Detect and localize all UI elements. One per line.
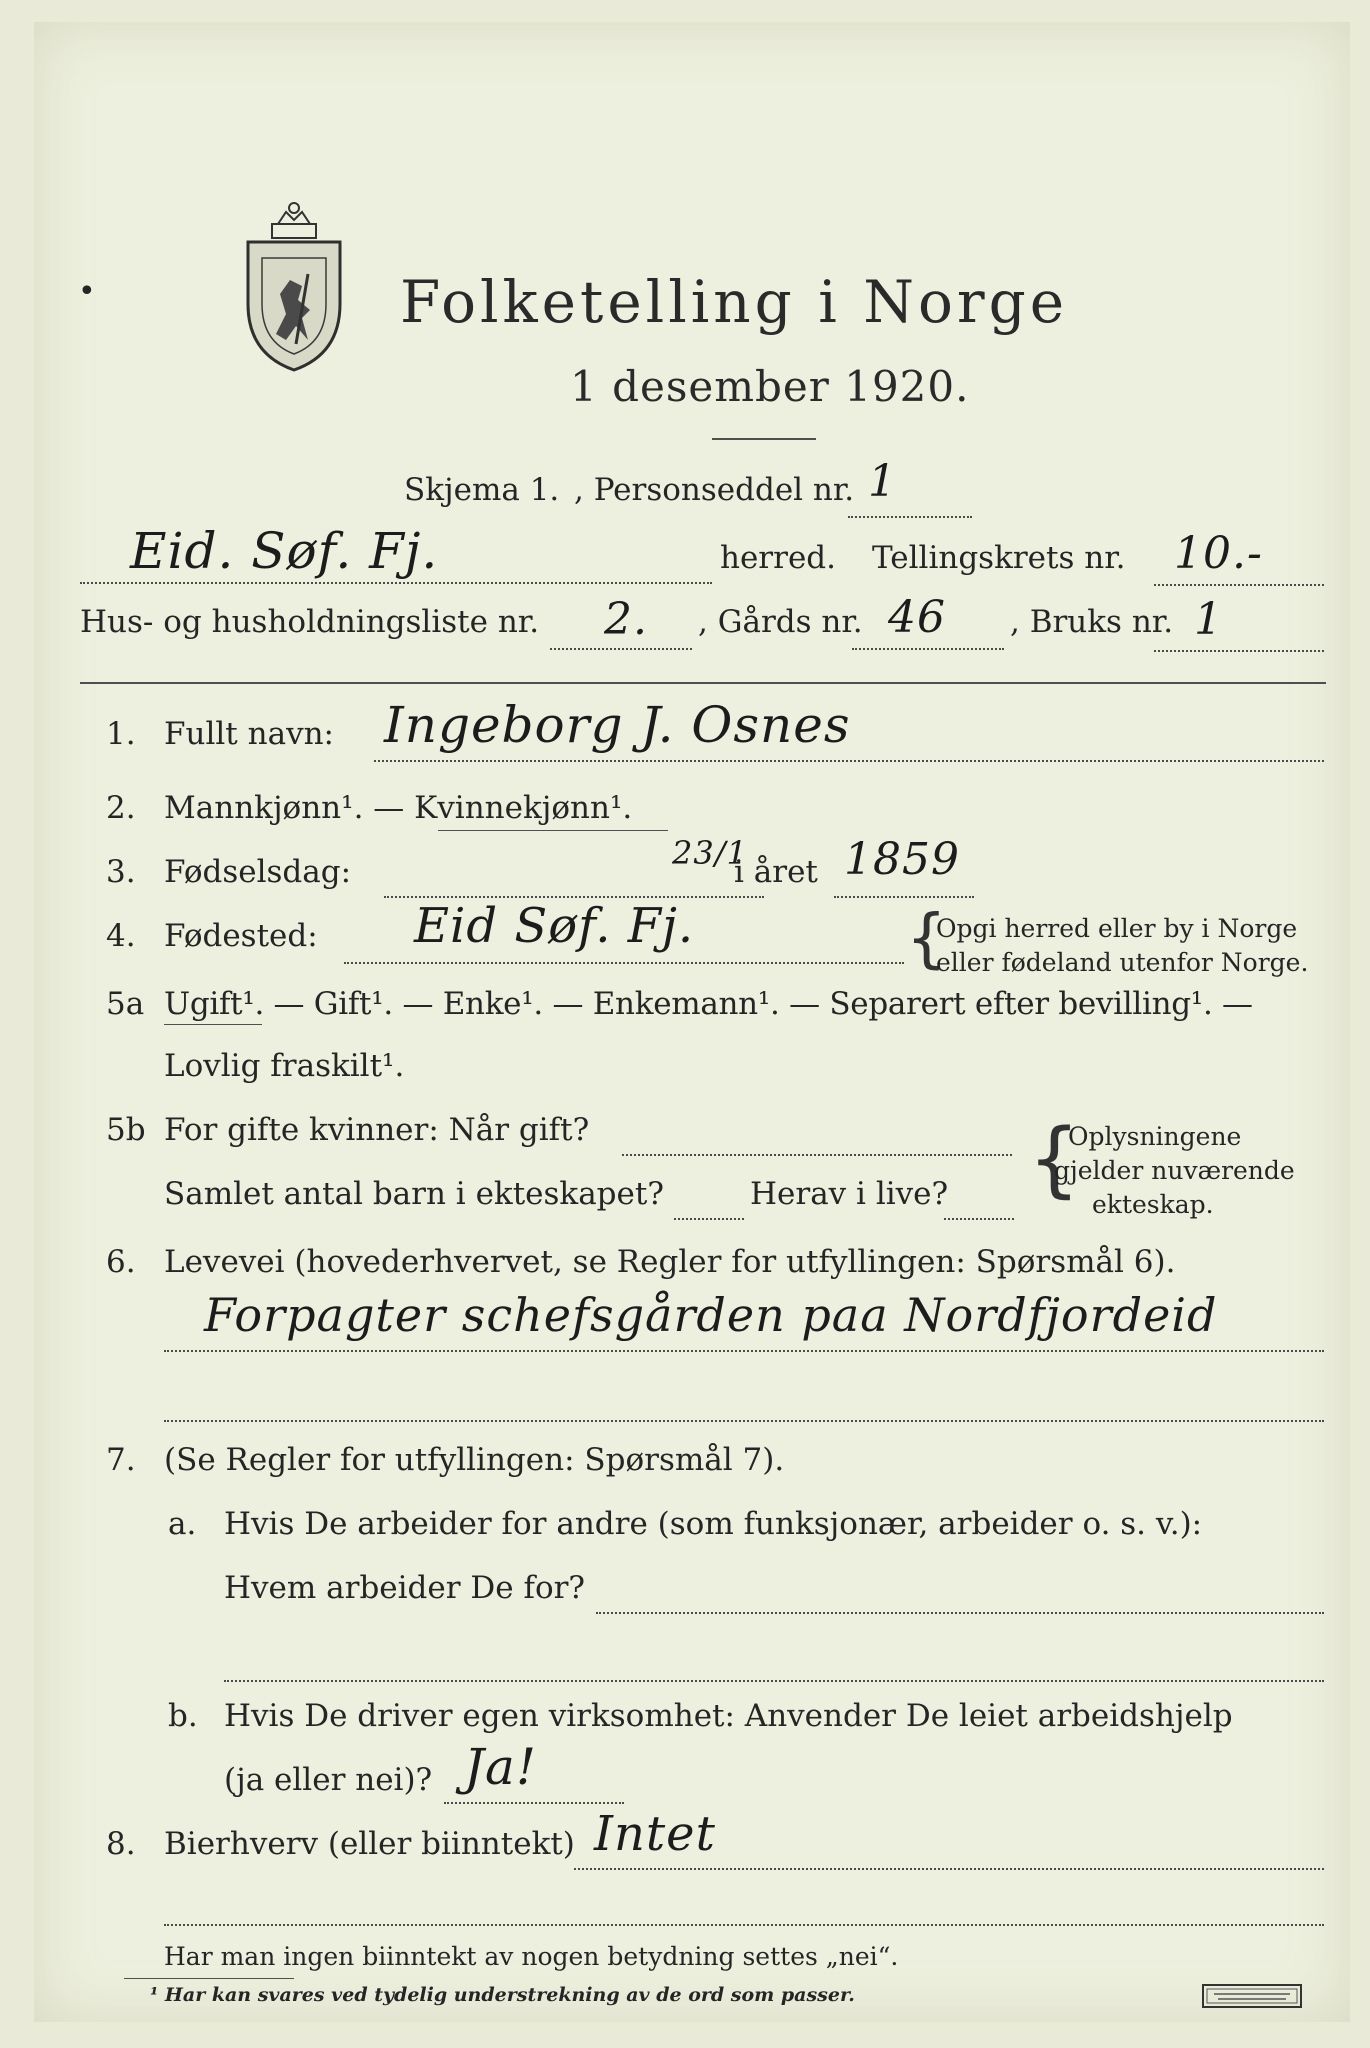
q6-number: 6. — [106, 1244, 136, 1280]
kvinnekjonn-underline — [438, 830, 668, 831]
q7b-line1: Hvis De driver egen virksomhet: Anvender De leiet arbeidshjelp — [224, 1698, 1233, 1734]
herred-field[interactable] — [80, 582, 712, 584]
q8-label: Bierhverv (eller biinntekt) — [164, 1826, 575, 1862]
q5b-brace: { — [1028, 1112, 1081, 1207]
full-name-field[interactable] — [374, 760, 1324, 762]
q7a-line2: Hvem arbeider De for? — [224, 1570, 586, 1606]
q5b-note-2: gjelder nuværende — [1054, 1156, 1295, 1185]
q7b-line2: (ja eller nei)? — [224, 1762, 433, 1798]
tellingskrets-value: 10.- — [1174, 528, 1263, 579]
side-income-value: Intet — [594, 1806, 716, 1862]
hus-value: 2. — [604, 594, 648, 645]
q5a-line1: Ugift¹. — Gift¹. — Enke¹. — Enkemann¹. — Separert efter bevilling¹. — — [164, 986, 1253, 1022]
bruks-label: , Bruks nr. — [1010, 604, 1174, 640]
q5a-number: 5a — [106, 986, 145, 1022]
q6-label: Levevei (hovederhvervet, se Regler for utfyllingen: Spørsmål 6). — [164, 1244, 1176, 1280]
title-divider — [712, 438, 816, 440]
q3-year-label: i året — [734, 854, 818, 890]
q1-number: 1. — [106, 716, 136, 752]
q3-number: 3. — [106, 854, 136, 890]
bruks-value: 1 — [1194, 594, 1223, 645]
gards-field[interactable] — [852, 648, 1004, 650]
q7a-line1: Hvis De arbeider for andre (som funksjonær, arbeider o. s. v.): — [224, 1506, 1203, 1542]
q7-number: 7. — [106, 1442, 136, 1478]
birthday-value: 23/1 — [672, 834, 748, 872]
skjema-label: Skjema 1. — [404, 472, 560, 508]
header-separator — [80, 682, 1326, 684]
hired-help-value: Ja! — [464, 1738, 537, 1796]
personseddel-field[interactable] — [848, 516, 972, 518]
bruks-field[interactable] — [1154, 650, 1324, 652]
q5b-label: For gifte kvinner: Når gift? — [164, 1112, 590, 1148]
birthplace-value: Eid Søf. Fj. — [414, 898, 695, 954]
q7b-number: b. — [168, 1698, 198, 1734]
margin-dot: • — [78, 274, 96, 309]
employer-field[interactable] — [596, 1612, 1324, 1614]
gards-value: 46 — [888, 592, 946, 643]
side-income-field[interactable] — [574, 1868, 1324, 1870]
q4-label: Fødested: — [164, 918, 318, 954]
employer-field-2[interactable] — [224, 1680, 1324, 1682]
q4-number: 4. — [106, 918, 136, 954]
q5b-live-label: Herav i live? — [750, 1176, 949, 1212]
occupation-field[interactable] — [164, 1350, 1324, 1352]
birth-year-field[interactable] — [834, 896, 974, 898]
occupation-field-2[interactable] — [164, 1420, 1324, 1422]
tellingskrets-label: Tellingskrets nr. — [872, 540, 1126, 576]
personseddel-label: , Personseddel nr. — [574, 472, 855, 508]
q8-number: 8. — [106, 1826, 136, 1862]
nei-note: Har man ingen biinntekt av nogen betydning settes „nei“. — [164, 1942, 899, 1971]
q1-label: Fullt navn: — [164, 716, 334, 752]
side-income-field-2[interactable] — [164, 1924, 1324, 1926]
hired-help-field[interactable] — [444, 1802, 624, 1804]
q4-brace: { — [906, 902, 947, 976]
children-alive-field[interactable] — [944, 1218, 1014, 1220]
hus-field[interactable] — [550, 648, 692, 650]
printer-stamp-icon — [1202, 1984, 1302, 2012]
q7a-number: a. — [168, 1506, 197, 1542]
q7-label: (Se Regler for utfyllingen: Spørsmål 7). — [164, 1442, 785, 1478]
ugift-underline — [164, 1024, 262, 1025]
q5b-note-1: Oplysningene — [1068, 1122, 1242, 1151]
footnote: ¹ Har kan svares ved tydelig understrekning av de ord som passer. — [150, 1984, 855, 2006]
married-when-field[interactable] — [622, 1154, 1012, 1156]
tellingskrets-field[interactable] — [1154, 584, 1324, 586]
q2-label: Mannkjønn¹. — Kvinnekjønn¹. — [164, 790, 633, 826]
q2-number: 2. — [106, 790, 136, 826]
q4-note-2: eller fødeland utenfor Norge. — [936, 948, 1309, 977]
personseddel-value: 1 — [868, 456, 897, 507]
form-title: Folketelling i Norge — [400, 268, 1069, 336]
q5b-note-3: ekteskap. — [1092, 1190, 1214, 1219]
hus-label: Hus- og husholdningsliste nr. — [80, 604, 540, 640]
q5a-line2: Lovlig fraskilt¹. — [164, 1048, 405, 1084]
q3-label: Fødselsdag: — [164, 854, 352, 890]
q4-note-1: Opgi herred eller by i Norge — [936, 914, 1298, 943]
form-date: 1 desember 1920. — [570, 362, 970, 411]
occupation-value: Forpagter schefsgården paa Nordfjordeid — [204, 1288, 1218, 1342]
census-form — [34, 22, 1350, 2022]
footnote-rule — [124, 1978, 294, 1979]
herred-label: herred. — [720, 540, 836, 576]
full-name-value: Ingeborg J. Osnes — [384, 696, 851, 754]
gards-label: , Gårds nr. — [698, 604, 863, 640]
herred-value: Eid. Søf. Fj. — [130, 522, 439, 580]
birthplace-field[interactable] — [344, 962, 904, 964]
birth-year-value: 1859 — [844, 834, 960, 885]
children-count-field[interactable] — [674, 1218, 744, 1220]
q5b-number: 5b — [106, 1112, 146, 1148]
q5b-barn-label: Samlet antal barn i ekteskapet? — [164, 1176, 664, 1212]
norway-coat-of-arms-icon — [238, 194, 350, 378]
